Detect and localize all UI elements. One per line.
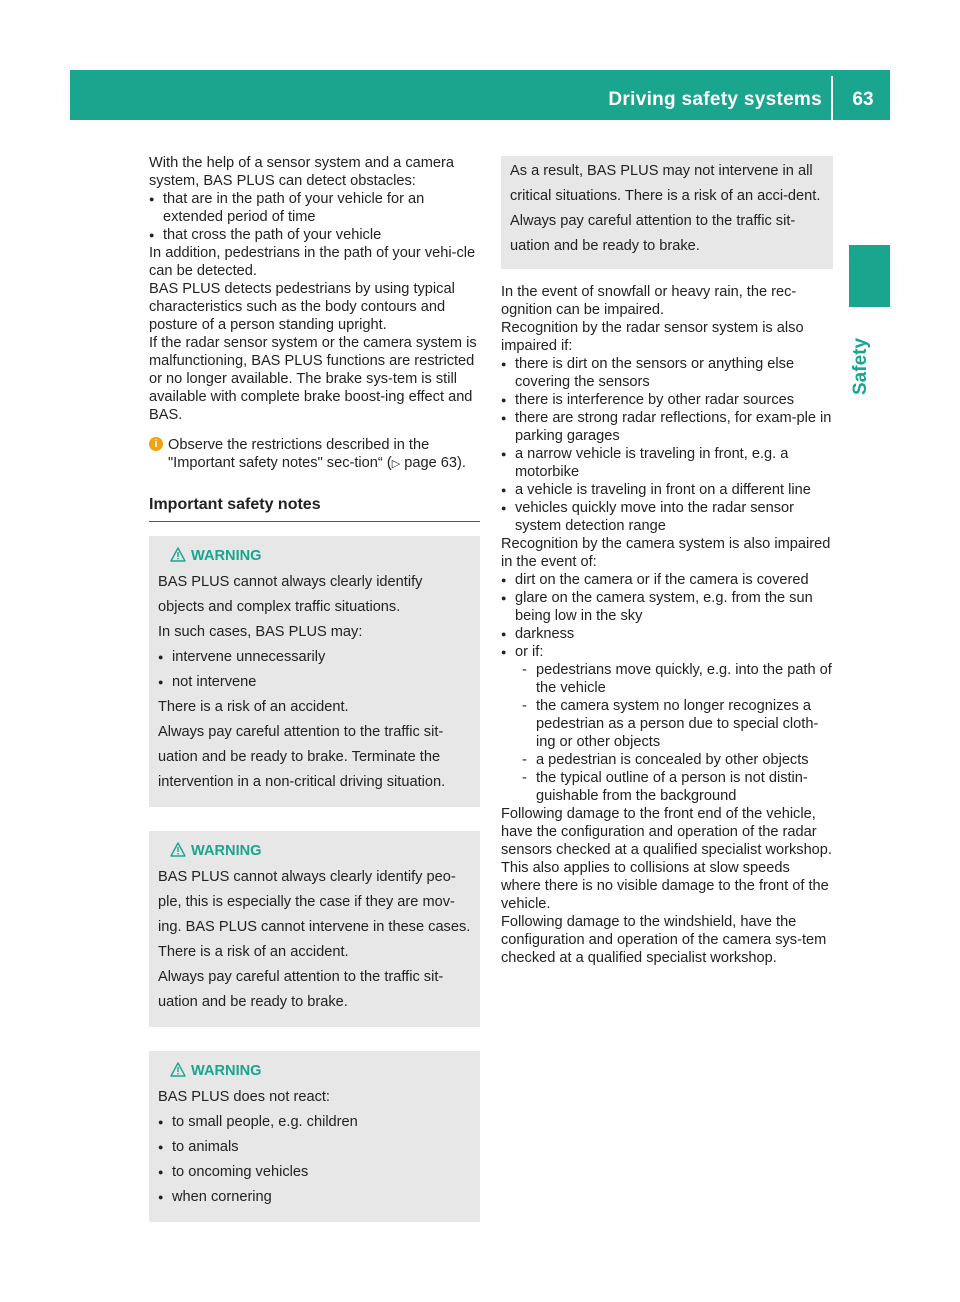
warning-text: Always pay careful attention to the traffic sit-uation and be ready to brake. Terminate the intervention in a non-critical driving situation. xyxy=(158,724,446,790)
section-heading: Important safety notes xyxy=(149,495,480,522)
section-tab-marker xyxy=(849,245,890,307)
list-item: ● to animals xyxy=(158,1135,471,1160)
paragraph: BAS PLUS detects pedestrians by using typical characteristics such as the body contours and posture of a person standing upright. xyxy=(149,281,455,333)
paragraph: If the radar sensor system or the camera system is malfunctioning, BAS PLUS functions are restricted or no longer available. The brake sys-tem is still available with complete brake boost-ing effect and BAS. xyxy=(149,335,477,423)
paragraph: In the event of snowfall or heavy rain, the rec-ognition can be impaired. xyxy=(501,284,797,318)
sub-list-item: - a pedestrian is concealed by other objects xyxy=(501,751,833,769)
right-column xyxy=(501,156,833,967)
warning-triangle-icon xyxy=(170,842,186,857)
warning-text: There is a risk of an accident. xyxy=(158,699,349,715)
list-item: ● that are in the path of your vehicle for an extended period of time xyxy=(149,190,480,226)
list-item: ● intervene unnecessarily xyxy=(158,645,471,670)
warning-box xyxy=(149,831,480,1027)
list-item: ● or if: xyxy=(501,643,833,661)
warning-box xyxy=(149,536,480,807)
list-item: ● there is interference by other radar sources xyxy=(501,391,833,409)
warning-box xyxy=(149,1051,480,1222)
list-item: ● there is dirt on the sensors or anything else covering the sensors xyxy=(501,355,833,391)
warning-title: WARNING xyxy=(158,1061,471,1081)
sub-list-item: - the camera system no longer recognizes a pedestrian as a person due to special cloth-ing or other objects xyxy=(501,697,833,751)
page-header-title: Driving safety systems xyxy=(608,89,822,110)
warning-triangle-icon xyxy=(170,547,186,562)
warning-text: Always pay careful attention to the traffic sit-uation and be ready to brake. xyxy=(158,969,444,1010)
info-note xyxy=(149,436,480,473)
warning-text: BAS PLUS cannot always clearly identify objects and complex traffic situations. xyxy=(158,574,423,615)
sub-list-item: - pedestrians move quickly, e.g. into the path of the vehicle xyxy=(501,661,833,697)
info-note-text: Observe the restrictions described in the "Important safety notes" sec-tion“ ( xyxy=(168,437,430,471)
list-item: ● glare on the camera system, e.g. from the sun being low in the sky xyxy=(501,589,833,625)
list-item: ● dirt on the camera or if the camera is covered xyxy=(501,571,833,589)
left-column xyxy=(149,154,480,1222)
warning-text: In such cases, BAS PLUS may: xyxy=(158,624,363,640)
paragraph: Recognition by the camera system is also impaired in the event of: xyxy=(501,536,831,570)
list-item: ● a vehicle is traveling in front on a different line xyxy=(501,481,833,499)
section-tab-label: Safety xyxy=(850,337,871,395)
intro-paragraph: With the help of a sensor system and a camera system, BAS PLUS can detect obstacles: xyxy=(149,155,454,189)
warning-text: BAS PLUS does not react: xyxy=(158,1089,330,1105)
list-item: ● to small people, e.g. children xyxy=(158,1110,471,1135)
warning-text: As a result, BAS PLUS may not intervene in all critical situations. There is a risk of an acci-dent. xyxy=(510,163,821,204)
warning-title: WARNING xyxy=(158,841,471,861)
list-item: ● a narrow vehicle is traveling in front, e.g. a motorbike xyxy=(501,445,833,481)
warning-triangle-icon xyxy=(170,1062,186,1077)
sub-list-item: - the typical outline of a person is not distin-guishable from the background xyxy=(501,769,833,805)
list-item: ● when cornering xyxy=(158,1185,471,1210)
list-item: ● not intervene xyxy=(158,670,471,695)
list-item: ● vehicles quickly move into the radar sensor system detection range xyxy=(501,499,833,535)
warning-continuation-box xyxy=(501,156,833,269)
paragraph: Following damage to the windshield, have the configuration and operation of the camera sys-tem checked at a qualified specialist workshop. xyxy=(501,914,827,966)
warning-text: Always pay careful attention to the traffic sit-uation and be ready to brake. xyxy=(510,213,796,254)
list-item: ● to oncoming vehicles xyxy=(158,1160,471,1185)
list-item: ● darkness xyxy=(501,625,833,643)
page-number: 63 xyxy=(852,89,874,110)
paragraph: In addition, pedestrians in the path of your vehi-cle can be detected. xyxy=(149,245,476,279)
page-reference-arrow-icon: ▷ xyxy=(391,458,401,470)
header-divider xyxy=(831,76,833,120)
page-reference-link[interactable]: page 63). xyxy=(404,455,466,471)
info-icon: i xyxy=(149,437,163,451)
warning-text: BAS PLUS cannot always clearly identify peo-ple, this is especially the case if they are mov-ing. BAS PLUS cannot intervene in these cases. There is a risk of an accident. xyxy=(158,869,471,960)
paragraph: Recognition by the radar sensor system is also impaired if: xyxy=(501,320,804,354)
list-item: ● that cross the path of your vehicle xyxy=(149,226,480,244)
warning-title: WARNING xyxy=(158,546,471,566)
list-item: ● there are strong radar reflections, for exam-ple in parking garages xyxy=(501,409,833,445)
paragraph: Following damage to the front end of the vehicle, have the configuration and operation of the radar sensors checked at a qualified specialist workshop. This also applies to collisions at slow speeds where there is no visible damage to the front of the vehicle. xyxy=(501,806,832,912)
